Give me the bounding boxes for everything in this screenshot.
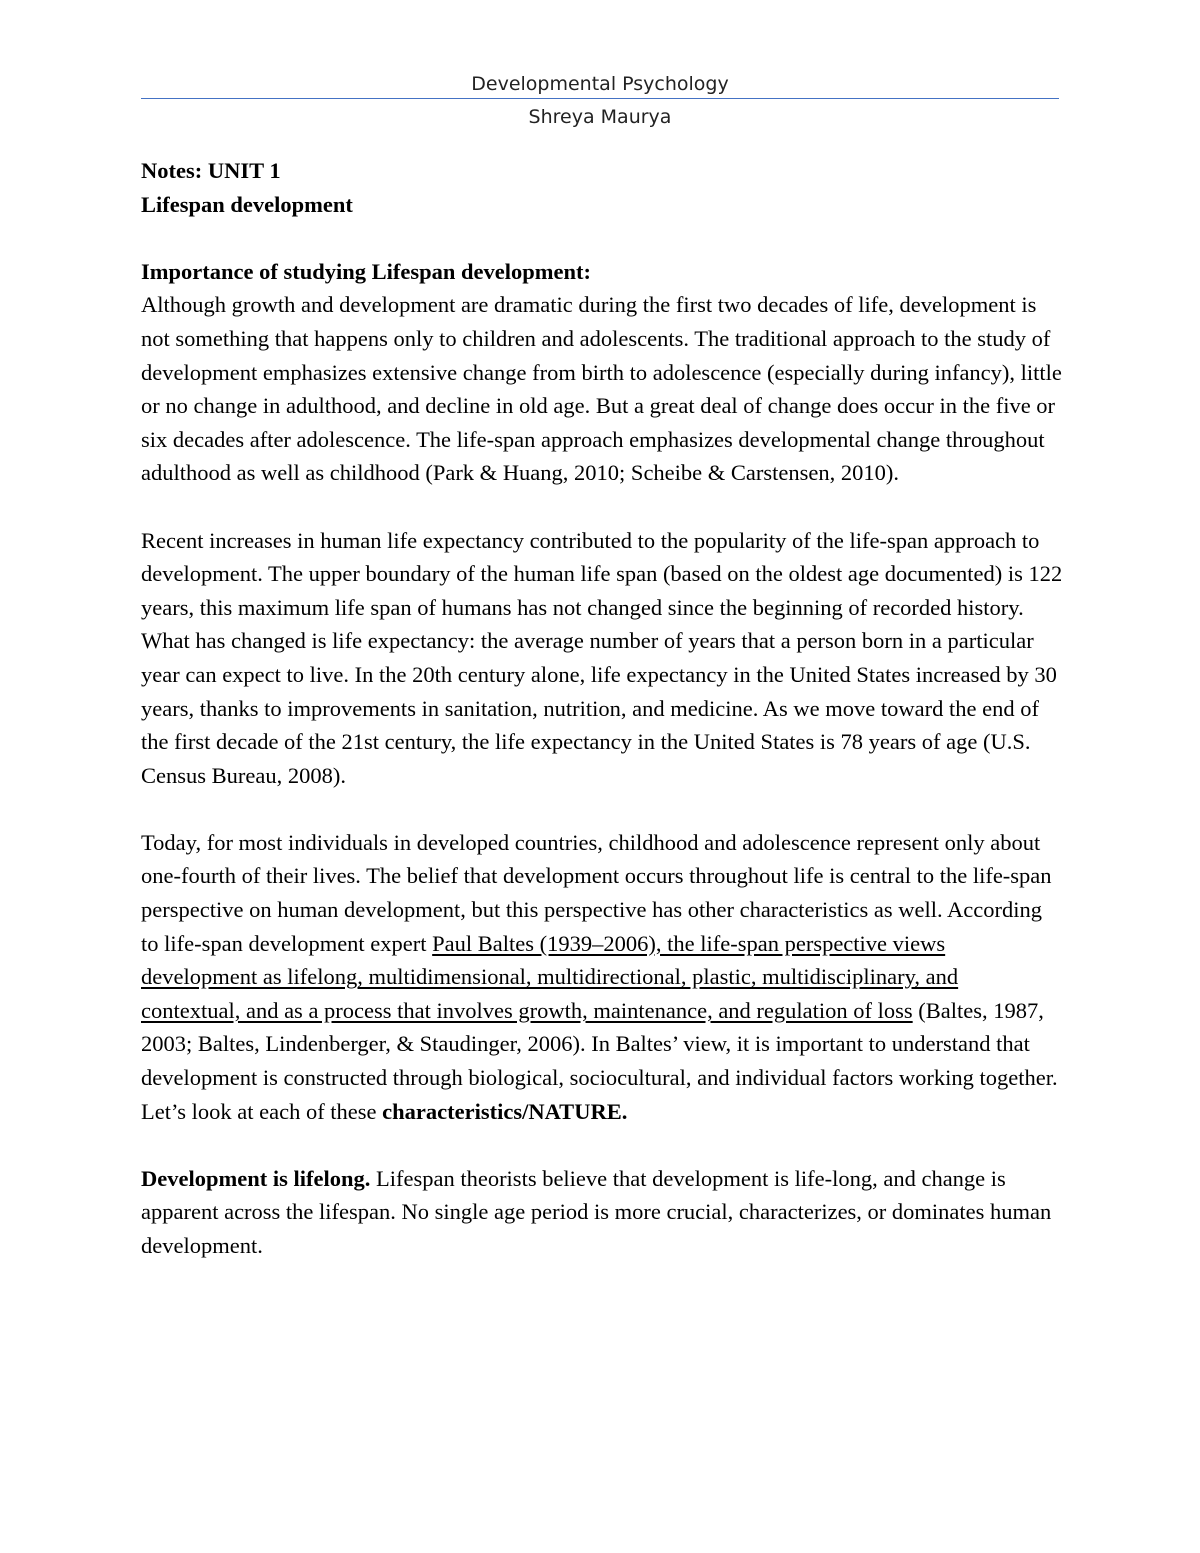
spacer	[141, 792, 1063, 826]
topic-heading: Lifespan development	[141, 191, 353, 217]
paragraph-2: Recent increases in human life expectancy contributed to the popularity of the life-span approach to development. The upper boundary of the human life span (based on the oldest age documented) is 122 years, this maximum life span of humans has not changed since the beginning of recorded history. What has changed is life expectancy: the average number of years that a person born in a particular year can expect to live. In the 20th century alone, life expectancy in the United States increased by 30 years, thanks to improvements in sanitation, nutrition, and medicine. As we move toward the end of the first decade of the 21st century, the life expectancy in the United States is 78 years of age (U.S. Census Bureau, 2008).	[141, 527, 1063, 788]
paragraph-3-intro: Today, for most individuals in developed countries, childhood and adolescence represent only about one-fourth of their lives. The belief that development occurs throughout life is central to the life-span perspective on human development, but this perspective has other characteristics as well. According to life-span development expert	[141, 829, 1052, 956]
section-heading: Importance of studying Lifespan development:	[141, 258, 592, 284]
paragraph-3-citation: (Baltes, 1987, 2003; Baltes, Lindenberger, & Staudinger, 2006). In Baltes’ view, it is important to understand that development is constructed through biological, sociocultural, and individual factors working together. Let’s look at each of these	[141, 997, 1058, 1124]
spacer	[141, 221, 1063, 255]
lifelong-text: Lifespan theorists believe that development is life-long, and change is apparent across the lifespan. No single age period is more crucial, characterizes, or dominates human development.	[141, 1165, 1052, 1258]
paragraph-3	[141, 826, 1063, 1128]
header-divider	[141, 98, 1059, 99]
paragraph-4	[141, 1162, 1063, 1263]
page-header	[141, 70, 1059, 131]
paragraph-1: Although growth and development are dramatic during the first two decades of life, development is not something that happens only to children and adolescents. The traditional approach to the study of development emphasizes extensive change from birth to adolescence (especially during infancy), little or no change in adulthood, and decline in old age. But a great deal of change does occur in the five or six decades after adolescence. The life-span approach emphasizes developmental change throughout adulthood as well as childhood (Park & Huang, 2010; Scheibe & Carstensen, 2010).	[141, 292, 1062, 486]
spacer	[141, 490, 1063, 524]
header-title: Developmental Psychology	[471, 73, 729, 95]
lifelong-lead: Development is lifelong.	[141, 1165, 371, 1191]
baltes-quote: Paul Baltes (1939–2006), the life-span perspective views development as lifelong, multidimensional, multidirectional, plastic, multidisciplinary, and contextual, and as a process that involves growth, maintenance, and regulation of loss	[141, 930, 959, 1023]
notes-heading: Notes: UNIT 1	[141, 158, 281, 183]
characteristics-term: characteristics/NATURE.	[382, 1098, 628, 1124]
spacer	[141, 1128, 1063, 1162]
document-body	[141, 154, 1063, 1263]
header-author: Shreya Maurya	[528, 106, 672, 128]
